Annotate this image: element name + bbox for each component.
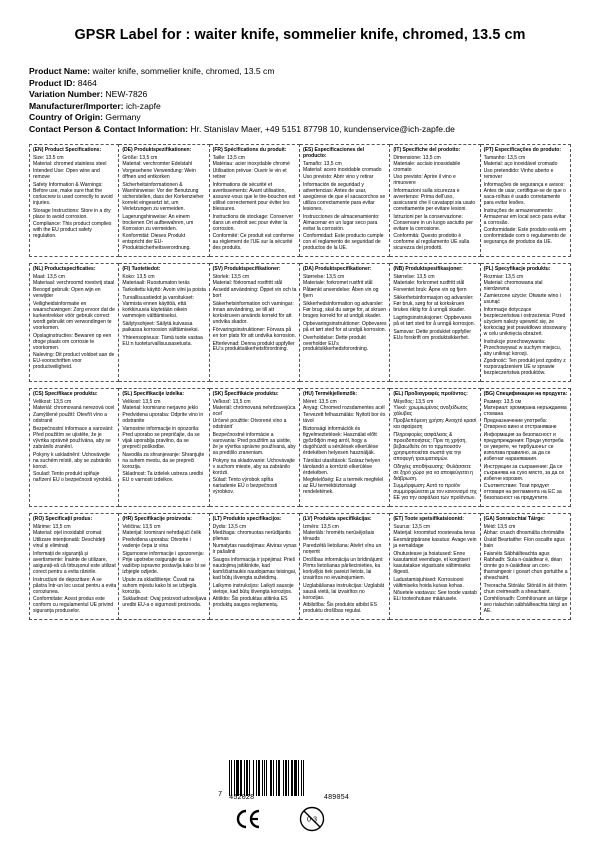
spec-paragraph: Lagerungshinweise: An einem trockenen Ort aufbewahren, um Korrosion zu vermeiden. [122, 213, 194, 232]
spec-paragraph: Velikost: 13,5 cm Material: kromirano nerjavno jeklo [122, 398, 199, 411]
spec-paragraph: Forventet bruk: Åpne vin og fjern [393, 287, 467, 294]
spec-paragraph: Größe: 13,5 cm Material: verchromter Edelstahl [122, 154, 193, 167]
spec-cell [210, 388, 300, 507]
spec-heading: (LV) Produkta specifikācijas: [302, 516, 372, 522]
spec-paragraph: Συμμόρφωση: Αυτό το προϊόν συμμορφώνεται με τον κανονισμό της ΕΕ για την ασφάλεια των προϊόντων. [393, 483, 478, 502]
spec-row [29, 388, 571, 507]
spec-heading: (GA) Sonraíochtaí Táirge: [483, 516, 545, 522]
spec-paragraph: Informații de siguranță și avertismente: Înainte de utilizare, asigurați-vă că tirbușonul este utilizat corect pentru a evita rănirile. [33, 551, 116, 576]
spec-paragraph: Informações de segurança e avisos: Antes de usar, certifique-se de que o saca-rolhas é usado corretamente para evitar lesões. [483, 182, 566, 207]
spec-paragraph: Förvaringsinstruktioner: Förvara på en torr plats för att undvika korrosion. [212, 326, 296, 339]
spec-paragraph: Bezpečnostní informace a varování: Před použitím se ujistěte, že je vývrtka správně používána, aby se zabránilo zranění. [33, 426, 114, 451]
spec-paragraph: Uso previsto: Abrir vino y retirar [302, 174, 374, 181]
spec-heading: (SL) Specifikacije izdelka: [122, 391, 185, 398]
spec-paragraph: Инструкции за съхранение: Да се съхранява на сухо място, за да се избегне корозия. [483, 463, 565, 482]
spec-paragraph: Varnostne informacije in opozorila: Pred uporabo se prepričajte, da se vijak uporablja pravilno, da se prepreči poškodbe. [122, 426, 200, 451]
spec-paragraph: Drošības informācija un brīdinājumi: Pirms lietošanas pārliecinieties, ka korķviļķis tiek pareizi lietots, lai izvairītos no ievainojumiem. [302, 557, 384, 581]
spec-paragraph: Laikymo instrukcijos: Laikyti sausoje vietoje, kad būtų išvengta korozijos. [212, 582, 294, 595]
spec-paragraph: Nõuetele vastavus: See toode vastab ELi tooteohutuse määrusele. [393, 590, 477, 603]
spec-paragraph: Úsáid Beartaithe: Fíon oscailte agus bain [483, 537, 565, 550]
spec-paragraph: Skladnost: Ta izdelek ustreza uredbi EU o varnosti izdelkov. [122, 471, 204, 484]
spec-paragraph: Určené použitie: Otvorené víno a odstrániť [212, 418, 287, 431]
spec-heading: (EL) Προδιαγραφές προϊόντος: [393, 391, 468, 398]
spec-paragraph: Tarkoitettu käyttö: Avoin viini ja poista [122, 287, 206, 294]
spec-heading: (RO) Specificații produs: [33, 516, 93, 522]
meta-manufacturer: Manufacturer/Importer: ich-zapfe [29, 100, 161, 111]
label-title: GPSR Label for : waiter knife, sommelier knife, chromed, 13.5 cm [74, 27, 526, 43]
spec-cell [29, 144, 119, 257]
spec-heading: (SK) Špecifikácie produktu: [212, 391, 279, 398]
spec-paragraph: Säkerhetsinformation och varningar: Innan användning, se till att korkskruven används korrekt för att undvika skador. [212, 301, 294, 326]
spec-paragraph: Paredzētā lietošana: Atvērt vīnu un noņemt [302, 543, 382, 556]
product-meta [29, 66, 455, 136]
meta-product-name: Product Name: waiter knife, sommelier knife, chromed, 13.5 cm [29, 66, 275, 76]
spec-cell [119, 513, 209, 620]
spec-row [29, 513, 571, 620]
spec-paragraph: Numatytas naudojimas: Atviras vynas ir pašalinti [212, 543, 297, 556]
spec-heading: (NL) Productspecificaties: [33, 266, 96, 273]
spec-paragraph: Vorgesehene Verwendung: Wein öffnen und entkorken [122, 168, 196, 181]
spec-paragraph: Veličina: 13,5 cm Materijal: kromirani nehrđajući čelik [122, 523, 202, 536]
spec-paragraph: Sicherheitsinformationen & Warnhinweise: Vor der Benutzung sicherstellen, dass der Korkenzieher korrekt eingesetzt ist, um Verletzungen zu vermeiden. [122, 182, 204, 212]
spec-paragraph: Size: 13.5 cm Material: chromed stainless steel [33, 154, 107, 167]
spec-cell [390, 388, 480, 507]
spec-paragraph: Atbilstība: Šis produkts atbilst ES produktu drošības regulai. [302, 602, 378, 615]
spec-paragraph: Uso pretendido: Vinho aberto e remover [483, 168, 554, 181]
spec-cell [29, 263, 119, 382]
spec-paragraph: Πληροφορίες ασφάλειας & προειδοποιήσεις: Πριν τη χρήση, βεβαιωθείτε ότι το τιρμπουσόν χρησιμοποιείται σωστά για την αποφυγή τραυματισμών. [393, 432, 467, 462]
spec-cell [300, 144, 390, 257]
barcode-bar [304, 760, 305, 796]
spec-paragraph: Maat: 13,5 cm Materiaal: verchroomd roestvrij staal [33, 273, 115, 286]
spec-paragraph: Informazioni sulla sicurezza e avvertenze: Prima dell'uso, assicurarsi che il cavatappi sia usato correttamente per evitare lesioni. [393, 188, 476, 212]
spec-cell [210, 144, 300, 257]
spec-paragraph: Pokyny k uskladnění: Uchovávejte na suchém místě, aby se zabránilo korozi. [33, 451, 111, 470]
spec-paragraph: Instrucțiuni de depozitare: A se păstra într-un loc uscat pentru a evita coroziunea. [33, 576, 117, 595]
spec-paragraph: Предназначение употреба: Отворено вино и отстраняване [483, 418, 557, 431]
spec-cell [481, 513, 571, 620]
spec-paragraph: Méid: 13,5 cm Ábhar: cruach dhosmálta chrómáilte [483, 523, 565, 536]
spec-paragraph: Eesmärgipärane kasutus: Avage vein ja eemaldage [393, 537, 477, 550]
spec-paragraph: Informacje dotyczące bezpieczeństwa i ostrzeżenia: Przed użyciem należy upewnić się, że korkociąg jest prawidłowo stosowany w celu uniknięcia obrażeń. [483, 307, 567, 337]
spec-paragraph: Megfelelőség: Ez a termék megfelel az EU termékbiztonsági rendeletének. [302, 477, 384, 496]
spec-cell [481, 388, 571, 507]
spec-paragraph: Dydis: 13,5 cm Medžiaga: chromuotas nerūdijantis plienas [212, 523, 291, 542]
spec-paragraph: Sigurnosne informacije i upozorenja: Prije upotrebe osigurajte da se vadičep ispravno postavlja kako bi se izbjegle ozljede. [122, 551, 206, 576]
spec-paragraph: Predvidena uporaba: Odprite vino in odstranite [122, 412, 204, 425]
spec-paragraph: Zamýšlené použití: Otevřít víno a odstranit [33, 412, 108, 425]
spec-paragraph: Sikkerhetsinformasjon og advarsler: Før bruk, sørg for at korkskruen brukes riktig for å unngå skader. [393, 295, 474, 314]
age-warning-icon [299, 806, 325, 832]
specifications-grid [29, 144, 571, 626]
spec-paragraph: Информация за безопасност и предупреждения: Преди употреба се уверете, че тирбушонът се използва правилно, за да се избегнат наранявания. [483, 432, 564, 462]
spec-paragraph: Navodila za shranjevanje: Shranjujte na suhem mestu, da se prepreči korozija. [122, 451, 205, 470]
spec-paragraph: Opbevaringsinstruktioner: Opbevares på et tørt sted for at undgå korrosion. [302, 320, 387, 333]
spec-paragraph: Utilizare intenționată: Deschideți vinul și eliminați [33, 537, 106, 550]
spec-paragraph: Dimensione: 13,5 cm Materiale: acciaio inossidabile cromato [393, 154, 461, 173]
spec-paragraph: Efterlevnad: Denna produkt uppfyller EU:s produktsäkerhetsförordning. [212, 340, 295, 353]
meta-product-id: Product ID: 8464 [29, 77, 97, 88]
meta-country-of-origin: Country of Origin: Germany [29, 112, 141, 123]
spec-paragraph: Biztonsági információk és figyelmeztetések: Használat előtt győződjön meg arról, hogy a dugóhúzót a sérülések elkerülése érdekében helyesen használják. [302, 426, 379, 456]
spec-cell [300, 263, 390, 382]
spec-paragraph: Taille: 13,5 cm Matériau: acier inoxydable chromé [212, 154, 290, 167]
meta-variation-number: Variation Number: NEW-7826 [29, 89, 148, 100]
spec-heading: (SV) Produktspecifikationer: [212, 266, 281, 273]
spec-paragraph: Turvallisuustiedot ja varoitukset: Varmista ennen käyttöä, että korkkiruuvia käytetään oikein vammojen välttämiseksi. [122, 295, 194, 320]
spec-paragraph: Overholdelse: Dette produkt overholder EU's produktsikkerhedsforordning. [302, 334, 369, 353]
spec-cell [29, 388, 119, 507]
spec-heading: (CS) Specifikace produktu: [33, 391, 98, 398]
spec-paragraph: Conformità: Questo prodotto è conforme al regolamento UE sulla sicurezza dei prodotti. [393, 233, 470, 252]
spec-heading: (FI) Tuotetiedot: [122, 266, 161, 273]
spec-cell [119, 388, 209, 507]
spec-paragraph: Säilytysohjeet: Säilytä kuivassa paikassa korroosion välttämiseksi. [122, 320, 199, 333]
spec-paragraph: Avsedd användning: Öppet vin och ta bort [212, 287, 297, 300]
spec-row [29, 263, 571, 382]
spec-paragraph: Conformité: Ce produit est conforme au règlement de l'UE sur la sécurité des produits. [212, 233, 295, 252]
spec-paragraph: Suurus: 13,5 cm Materjal: kroomitud roostevaba teras [393, 523, 476, 536]
spec-paragraph: Utilisation prévue: Ouvrir le vin et retirer [212, 168, 287, 181]
spec-paragraph: Påtænkt anvendelse: Åben vin og fjern [302, 287, 379, 300]
spec-cell [300, 513, 390, 620]
spec-paragraph: Størrelse: 13,5 cm Materiale: forkromet rustfritt stål [393, 273, 465, 286]
spec-paragraph: Opslaginstructies: Bewaren op een droge plaats om corrosie te voorkomen. [33, 332, 112, 351]
spec-paragraph: Izmērs: 13,5 cm Materiāls: hromēts nerūsējošais tērauds [302, 523, 375, 542]
spec-paragraph: Ladustamisjuhised: Korrosiooni vältimiseks hoida kuivas kohas. [393, 576, 464, 589]
spec-paragraph: Μέγεθος: 13,5 cm Υλικό: χρωμιωμένος ανοξείδωτος χάλυβας [393, 398, 468, 417]
spec-paragraph: Tervezett felhasználás: Nyitott bor és távol [302, 412, 386, 425]
spec-heading: (PT) Especificações do produto: [483, 147, 562, 153]
spec-heading: (LT) Produkto specifikacijos: [212, 516, 282, 522]
spec-heading: (BG) Спецификации на продукта: [483, 391, 568, 398]
spec-paragraph: Saugos informacija ir įspėjimai: Prieš naudojimą įsitikinkite, kad kamščiatraukis naudojamas teisingai, kad būtų išvengta sužeidimų. [212, 557, 297, 581]
spec-paragraph: Pokyny na skladovanie: Uchovávajte v suchom mieste, aby sa zabránilo korózii. [212, 457, 295, 476]
barcode-bars [229, 760, 349, 796]
spec-paragraph: Размер: 13,5 см Материал: хромирана неръждаема стомана [483, 398, 567, 417]
barcode-right-digits: 489054 [323, 794, 349, 802]
spec-heading: (ES) Especificaciones del producto: [302, 147, 365, 159]
spec-paragraph: Veľkosť: 13,5 cm Materiál: chrómovaná nehrdzavejúca oceľ [212, 398, 296, 417]
spec-heading: (ET) Toote spetsifikatsioonid: [393, 516, 464, 522]
spec-paragraph: Beoogd gebruik: Open wijn en verwijder [33, 287, 101, 300]
spec-cell [481, 263, 571, 382]
spec-paragraph: Upute za skladištenje: Čuvati na suhom mjestu kako bi se izbjegla korozija. [122, 576, 197, 595]
spec-paragraph: Méret: 13,5 cm Anyag: Chromed rozsdamentes acél [302, 398, 385, 411]
spec-cell [210, 513, 300, 620]
spec-paragraph: Informations de sécurité et avertissements: Avant utilisation, assurez-vous que le tire-bouchon est utilisé correctement pour éviter les blessures. [212, 182, 296, 212]
spec-paragraph: Storlek: 13,5 cm Material: förkromad rostfritt stål [212, 273, 283, 286]
spec-cell [300, 388, 390, 507]
spec-cell [119, 144, 209, 257]
spec-paragraph: Comhlíonadh: Comhlíonann an táirge seo rialachán sábháilteachta táirgí an AE. [483, 596, 568, 615]
spec-paragraph: Konformität: Dieses Produkt entspricht der EU-Produktsicherheitsverordnung. [122, 233, 191, 252]
spec-paragraph: Προβλεπόμενη χρήση: Ανοιχτό κρασί και αφαίρεση [393, 418, 477, 431]
spec-paragraph: Súlad: Tento výrobok spĺňa nariadenie EÚ o bezpečnosti výrobkov. [212, 477, 278, 496]
spec-paragraph: Yhteensopivuus: Tämä tuote vastaa EU:n tuoteturvallisuusasetusta. [122, 334, 203, 347]
barcode-left-digits: 452028 [229, 794, 255, 802]
spec-paragraph: Съответствие: Този продукт отговаря на регламента на ЕС за безопасност на продуктите. [483, 483, 562, 502]
barcode-lead-digit: 7 [218, 791, 223, 799]
spec-paragraph: Zamierzone użycie: Otwarte wino i usunąć [483, 293, 561, 306]
spec-cell [210, 263, 300, 382]
spec-paragraph: Instruções de armazenamento: Armazenar em local seco para evitar a corrosão. [483, 207, 566, 226]
spec-paragraph: Tamaño: 13,5 cm Material: acero inoxidable cromado [302, 160, 382, 173]
spec-paragraph: Rozmiar: 13,5 cm Materiał: chromowana stal nierdzewna [483, 273, 543, 292]
spec-heading: (HR) Specifikacije proizvoda: [122, 516, 192, 522]
spec-paragraph: Naleving: Dit product voldoet aan de EU-voorschriften voor productveiligheid. [33, 352, 115, 371]
spec-paragraph: Instrukcje przechowywania: Przechowywać w suchym miejscu, aby uniknąć korozji. [483, 338, 562, 357]
spec-paragraph: Predviđena uporaba: Otvorite i vadenje čepa iz vina [122, 537, 191, 550]
spec-heading: (DE) Produktspezifikationen: [122, 147, 192, 153]
spec-paragraph: Οδηγίες αποθήκευσης: Φυλάσσετε σε ξηρό χώρο για να αποφεύγεται η διάβρωση. [393, 463, 473, 482]
spec-cell [481, 144, 571, 257]
spec-paragraph: Velikost: 13,5 cm Materiál: chromovaná nerezová ocel [33, 398, 115, 411]
spec-paragraph: Zgodność: Ten produkt jest zgodny z rozporządzeniem UE w sprawie bezpieczeństwa produktów. [483, 358, 566, 377]
spec-heading: (EN) Product Specifications: [33, 147, 102, 153]
spec-paragraph: Sikkerhedsinformation og advarsler: Før brug, skal du sørge for, at skruen bruges korrekt for at undgå skader. [302, 301, 387, 320]
spec-paragraph: Safety Information & Warnings: Before use, make sure that the corkscrew is used correctly to avoid injuries. [33, 182, 113, 207]
spec-cell [390, 144, 480, 257]
spec-paragraph: Sukladnost: Ovaj proizvod udovoljava uredbi EU-a o sigurnosti proizvoda. [122, 596, 207, 609]
spec-heading: (IT) Specifiche del prodotto: [393, 147, 461, 153]
spec-cell [390, 513, 480, 620]
spec-heading: (DA) Produktspecifikationer: [302, 266, 372, 273]
spec-paragraph: Uso previsto: Aprire il vino e rimuovere [393, 174, 456, 187]
ce-mark-icon [235, 808, 261, 830]
spec-paragraph: Conformidad: Este producto cumple con el reglamento de seguridad de productos de la UE. [302, 233, 384, 252]
spec-paragraph: Información de seguridad y advertencias: Antes de usar, asegúrese de que el sacacorchos se utiliza correctamente para evitar lesiones. [302, 182, 386, 212]
spec-heading: (HU) Termékjellemzők: [302, 391, 358, 398]
spec-paragraph: Instrucciones de almacenamiento: Almacenar en un lugar seco para evitar la corrosión. [302, 213, 380, 232]
spec-paragraph: Ohutusteave ja hoiatused: Enne kasutamist veenduge, et korgitseri kasutatakse vigastuste vältimiseks õigesti. [393, 551, 471, 576]
spec-row [29, 144, 571, 257]
spec-paragraph: Intended Use: Open wine and remove [33, 168, 100, 181]
spec-paragraph: Lagringsinstruksjoner: Oppbevares på et tørt sted for å unngå korrosjon. [393, 314, 475, 327]
spec-paragraph: Tárolási utasítások: Száraz helyen tárolandó a korrózió elkerülése érdekében. [302, 457, 381, 476]
spec-paragraph: Koko: 13,5 cm Materiaali: Ruostumaton teräs [122, 273, 190, 286]
spec-paragraph: Faisnéis Sábháilteachta agus Rabhadh: Sula n-úsáidtear é, déan cinnte go n-úsáidtear an corc-tharraingeoir i gceart chun gortuithe a sheachaint. [483, 551, 568, 581]
spec-paragraph: Conformidade: Este produto está em conformidade com o regulamento de segurança de produtos da UE. [483, 227, 567, 246]
ean-barcode [229, 760, 349, 802]
spec-heading: (NB) Produktspesifikasjoner: [393, 266, 463, 273]
age-warning-text: 0-3 [306, 816, 318, 824]
spec-paragraph: Conformitate: Acest produs este conform cu regulamentul UE privind siguranța produselor. [33, 596, 114, 615]
spec-paragraph: Uzglabāšanas instrukcijas: Uzglabāt sausā vietā, lai izvairītos no korozijas. [302, 582, 385, 601]
spec-paragraph: Mărime: 13,5 cm Material: oțel inoxidabil cromat [33, 523, 102, 536]
spec-paragraph: Soulad: Tento produkt splňuje nařízení EU o bezpečnosti výrobků. [33, 471, 113, 484]
spec-paragraph: Veiligheidsinformatie en waarschuwingen: Zorg ervoor dat de kurkentrekker vóór gebruik correct wordt gebruikt om verwondingen te voorkomen. [33, 301, 115, 331]
spec-heading: (FR) Spécifications du produit: [212, 147, 287, 153]
spec-paragraph: Samsvar: Dette produktet oppfyller EUs forskrift om produktsikkerhet. [393, 328, 472, 341]
spec-paragraph: Atitiktis: Šis produktas atitinka ES produktų saugos reglamentą. [212, 596, 288, 609]
spec-paragraph: Bezpečnostné informácie a varovania: Pred použitím sa uistite, že je vývrtka správne používaná, aby sa predišlo zraneniam. [212, 432, 296, 456]
spec-paragraph: Størrelse: 13,5 cm Materiale: forkromet rustfrit stål [302, 273, 373, 286]
spec-paragraph: Tamanho: 13,5 cm Material: aço inoxidável cromado [483, 154, 558, 167]
spec-paragraph: Treoracha Stórála: Stóráil in áit thirim chun creimeadh a sheachaint. [483, 582, 567, 595]
spec-heading: (PL) Specyfikacje produktu: [483, 266, 551, 273]
spec-paragraph: Compliance: This product complies with the EU product safety regulation. [33, 221, 112, 240]
spec-paragraph: Storage Instructions: Store in a dry place to avoid corrosion. [33, 207, 111, 220]
spec-cell [29, 513, 119, 620]
spec-cell [119, 263, 209, 382]
meta-contact: Contact Person & Contact Information: Hr. Stanislav Maer, +49 5151 87798 10, kundenservice@ich-zapfe.de [29, 123, 455, 134]
spec-cell [390, 263, 480, 382]
spec-paragraph: Istruzioni per la conservazione: Conservare in un luogo asciutto per evitare la corrosione. [393, 213, 473, 232]
spec-paragraph: Instructions de stockage: Conserver dans un endroit sec pour éviter la corrosion. [212, 213, 294, 232]
